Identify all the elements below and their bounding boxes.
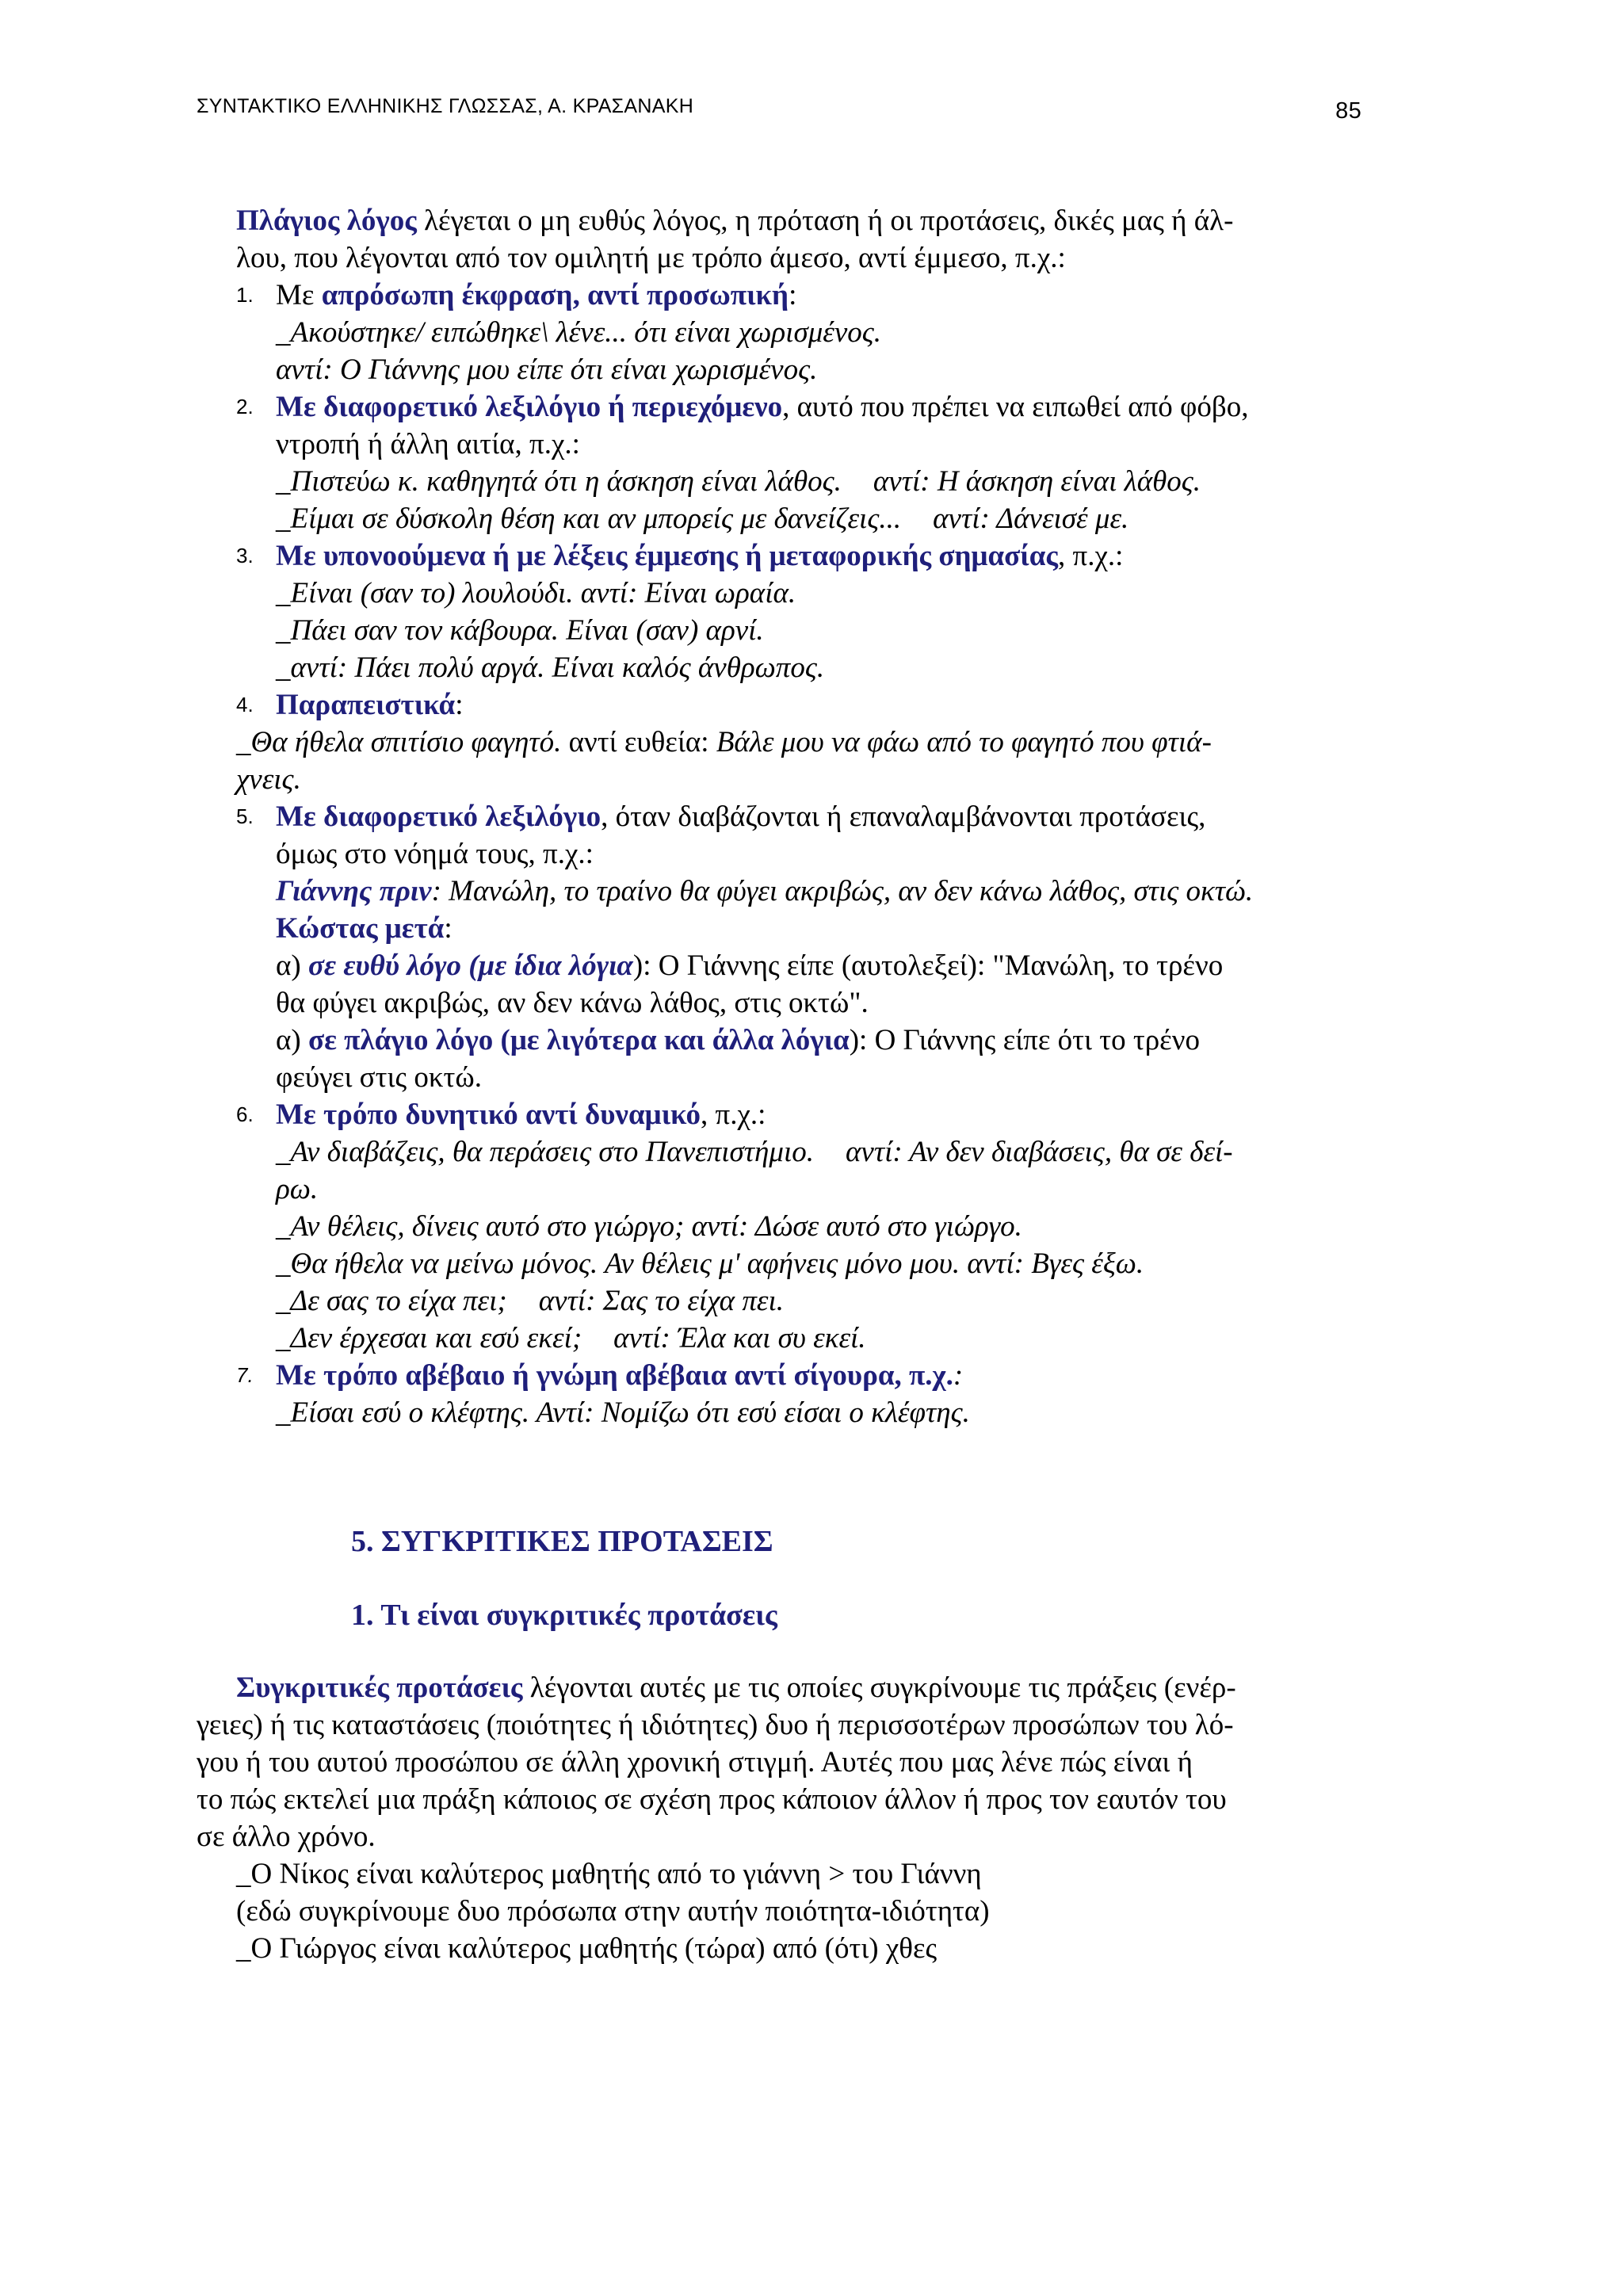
text: :	[953, 1359, 964, 1392]
item-number: 3.	[236, 544, 254, 567]
paragraph-line: σε άλλο χρόνο.	[197, 1820, 376, 1853]
example-line: χνεις.	[236, 763, 301, 796]
paragraph-line	[236, 1669, 1373, 1706]
list-item	[236, 798, 1373, 835]
example-text: αντί: Η άσκηση είναι λάθος.	[873, 465, 1201, 498]
bold-text: απρόσωπη έκφραση, αντί προσωπική	[321, 279, 789, 311]
example-text: _Δεν έρχεσαι και εσύ εκεί;	[276, 1322, 582, 1354]
text: , π.χ.:	[1058, 540, 1124, 572]
list-item	[236, 686, 1373, 724]
bold-text: Με τρόπο αβέβαιο ή γνώμη αβέβαια αντί σίγουρα, π.χ.	[276, 1359, 953, 1392]
text: α)	[276, 1024, 308, 1056]
example-line: _Θα ήθελα να μείνω μόνος. Αν θέλεις μ' αφήνεις μόνο μου. αντί: Βγες έξω.	[276, 1247, 1144, 1280]
example-line	[236, 1320, 1373, 1357]
text: α)	[276, 949, 308, 982]
example-text: : Μανώλη, το τραίνο θα φύγει ακριβώς, αν δεν κάνω λάθος, στις οκτώ.	[431, 875, 1254, 907]
bold-text: Παραπειστικά	[276, 689, 456, 721]
example-text: _Αν διαβάζεις, θα περάσεις στο Πανεπιστήμιο.	[276, 1136, 814, 1168]
item-number: 5.	[236, 804, 254, 828]
example-text: Βάλε μου να φάω από το φαγητό που φτιά-	[716, 726, 1212, 758]
bold-text: Με υπονοούμενα ή με λέξεις έμμεσης ή μεταφορικής σημασίας	[276, 540, 1059, 572]
paragraph-line	[236, 202, 1373, 239]
example-line	[236, 1022, 1373, 1059]
text: :	[455, 689, 464, 721]
example-line: _Ο Γιώργος είναι καλύτερος μαθητής (τώρα) από (ότι) χθες	[236, 1932, 938, 1965]
text: :	[444, 912, 453, 945]
speaker-label: Κώστας μετά	[276, 912, 445, 945]
item-number: 2.	[236, 395, 254, 418]
example-text: αντί: Έλα και συ εκεί.	[613, 1322, 866, 1354]
bold-text: σε ευθύ λόγο (με ίδια λόγια	[307, 949, 633, 982]
example-text: _Θα ήθελα σπιτίσιο φαγητό.	[236, 726, 562, 758]
paragraph-line: το πώς εκτελεί μια πράξη κάποιος σε σχέση προς κάποιον άλλον ή προς τον εαυτόν του	[197, 1783, 1227, 1816]
example-line: θα φύγει ακριβώς, αν δεν κάνω λάθος, στις οκτώ".	[276, 987, 869, 1019]
text: , αυτό που πρέπει να ειπωθεί από φόβο,	[782, 391, 1249, 423]
paragraph-line: γειες) ή τις καταστάσεις (ποιότητες ή ιδιότητες) δυο ή περισσοτέρων προσώπων του λό-	[197, 1709, 1234, 1741]
text: Με	[276, 279, 322, 311]
example-line: ρω.	[276, 1173, 319, 1205]
example-line: αντί: Ο Γιάννης μου είπε ότι είναι χωρισμένος.	[276, 353, 818, 386]
bold-text: Με διαφορετικό λεξιλόγιο	[276, 800, 601, 833]
list-item	[236, 1096, 1373, 1133]
page-number: 85	[1335, 98, 1361, 124]
text: λέγονται αυτές με τις οποίες συγκρίνουμε τις πράξεις (ενέρ-	[522, 1671, 1236, 1704]
term: Συγκριτικές προτάσεις	[236, 1671, 523, 1704]
example-line	[236, 500, 1373, 537]
example-line: _Είναι (σαν το) λουλούδι. αντί: Είναι ωραία.	[276, 577, 796, 609]
example-text: αντί: Σας το είχα πει.	[538, 1285, 784, 1317]
example-line: _Πάει σαν τον κάβουρα. Είναι (σαν) αρνί.	[276, 614, 764, 647]
text: αντί ευθεία:	[561, 726, 716, 758]
page-header	[197, 95, 1361, 124]
example-text: _Δε σας το είχα πει;	[276, 1285, 507, 1317]
example-line	[236, 947, 1373, 984]
example-text: αντί: Αν δεν διαβάσεις, θα σε δεί-	[846, 1136, 1233, 1168]
term: Πλάγιος λόγος	[236, 204, 417, 237]
bold-text: Με διαφορετικό λεξιλόγιο ή περιεχόμενο	[276, 391, 783, 423]
section-heading: 5. ΣΥΓΚΡΙΤΙΚΕΣ ΠΡΟΤΑΣΕΙΣ	[351, 1525, 773, 1558]
running-title: ΣΥΝΤΑΚΤΙΚΟ ΕΛΛΗΝΙΚΗΣ ΓΛΩΣΣΑΣ, Α. ΚΡΑΣΑΝΑΚΗ	[197, 95, 694, 117]
paragraph-line: όμως στο νόημά τους, π.χ.:	[276, 838, 594, 870]
text: λέγεται ο μη ευθύς λόγος, η πρόταση ή οι προτάσεις, δικές μας ή άλ-	[416, 204, 1234, 237]
speaker-label: Γιάννης πριν	[276, 875, 432, 907]
bold-text: σε πλάγιο λόγο (με λιγότερα και άλλα λόγια	[307, 1024, 850, 1056]
item-number: 4.	[236, 693, 254, 716]
list-item	[236, 537, 1373, 575]
text: :	[789, 279, 797, 311]
item-number: 1.	[236, 283, 254, 307]
example-line: _αντί: Πάει πολύ αργά. Είναι καλός άνθρωπος.	[276, 651, 825, 684]
paragraph-line	[236, 239, 1373, 277]
spacer	[236, 1431, 1373, 1520]
paragraph-line: γου ή του αυτού προσώπου σε άλλη χρονική στιγμή. Αυτές που μας λένε πώς είναι ή	[197, 1746, 1193, 1778]
example-line	[236, 1282, 1373, 1320]
text: , π.χ.:	[701, 1098, 766, 1131]
text: , όταν διαβάζονται ή επαναλαμβάνονται προτάσεις,	[601, 800, 1206, 833]
text: ): Ο Γιάννης είπε (αυτολεξεί): "Μανώλη, το τρένο	[632, 949, 1224, 982]
list-item	[236, 1357, 1373, 1394]
example-line: (εδώ συγκρίνουμε δυο πρόσωπα στην αυτήν ποιότητα-ιδιότητα)	[236, 1895, 990, 1927]
example-line: φεύγει στις οκτώ.	[276, 1061, 482, 1094]
example-text: _Είμαι σε δύσκολη θέση και αν μπορείς με δανείζεις...	[276, 502, 902, 535]
example-line	[236, 873, 1373, 910]
bold-text: Με τρόπο δυνητικό αντί δυναμικό	[276, 1098, 701, 1131]
subsection-heading: 1. Τι είναι συγκριτικές προτάσεις	[351, 1599, 777, 1632]
example-line: _Αν θέλεις, δίνεις αυτό στο γιώργο; αντί: Δώσε αυτό στο γιώργο.	[276, 1210, 1022, 1243]
item-number: 7.	[236, 1363, 254, 1387]
paragraph-line: ντροπή ή άλλη αιτία, π.χ.:	[276, 428, 580, 460]
example-line	[236, 463, 1373, 500]
example-line	[236, 910, 1373, 947]
text: λου, που λέγονται από τον ομιλητή με τρόπο άμεσο, αντί έμμεσο, π.χ.:	[236, 242, 1066, 274]
list-item	[236, 388, 1373, 426]
list-item	[236, 277, 1373, 314]
example-line	[236, 724, 1373, 761]
body-text	[197, 202, 1373, 1967]
example-text: _Πιστεύω κ. καθηγητά ότι η άσκηση είναι λάθος.	[276, 465, 842, 498]
spacer	[236, 1637, 1373, 1669]
example-line: _Είσαι εσύ ο κλέφτης. Αντί: Νομίζω ότι εσύ είσαι ο κλέφτης.	[276, 1396, 970, 1429]
example-line: _Ακούστηκε/ ειπώθηκε\ λένε... ότι είναι χωρισμένος.	[276, 316, 882, 349]
item-number: 6.	[236, 1102, 254, 1126]
text: ): Ο Γιάννης είπε ότι το τρένο	[849, 1024, 1200, 1056]
spacer	[236, 1564, 1373, 1594]
example-text: αντί: Δάνεισέ με.	[933, 502, 1129, 535]
example-line: _Ο Νίκος είναι καλύτερος μαθητής από το γιάννη > του Γιάννη	[236, 1858, 982, 1890]
example-line	[236, 1133, 1373, 1171]
